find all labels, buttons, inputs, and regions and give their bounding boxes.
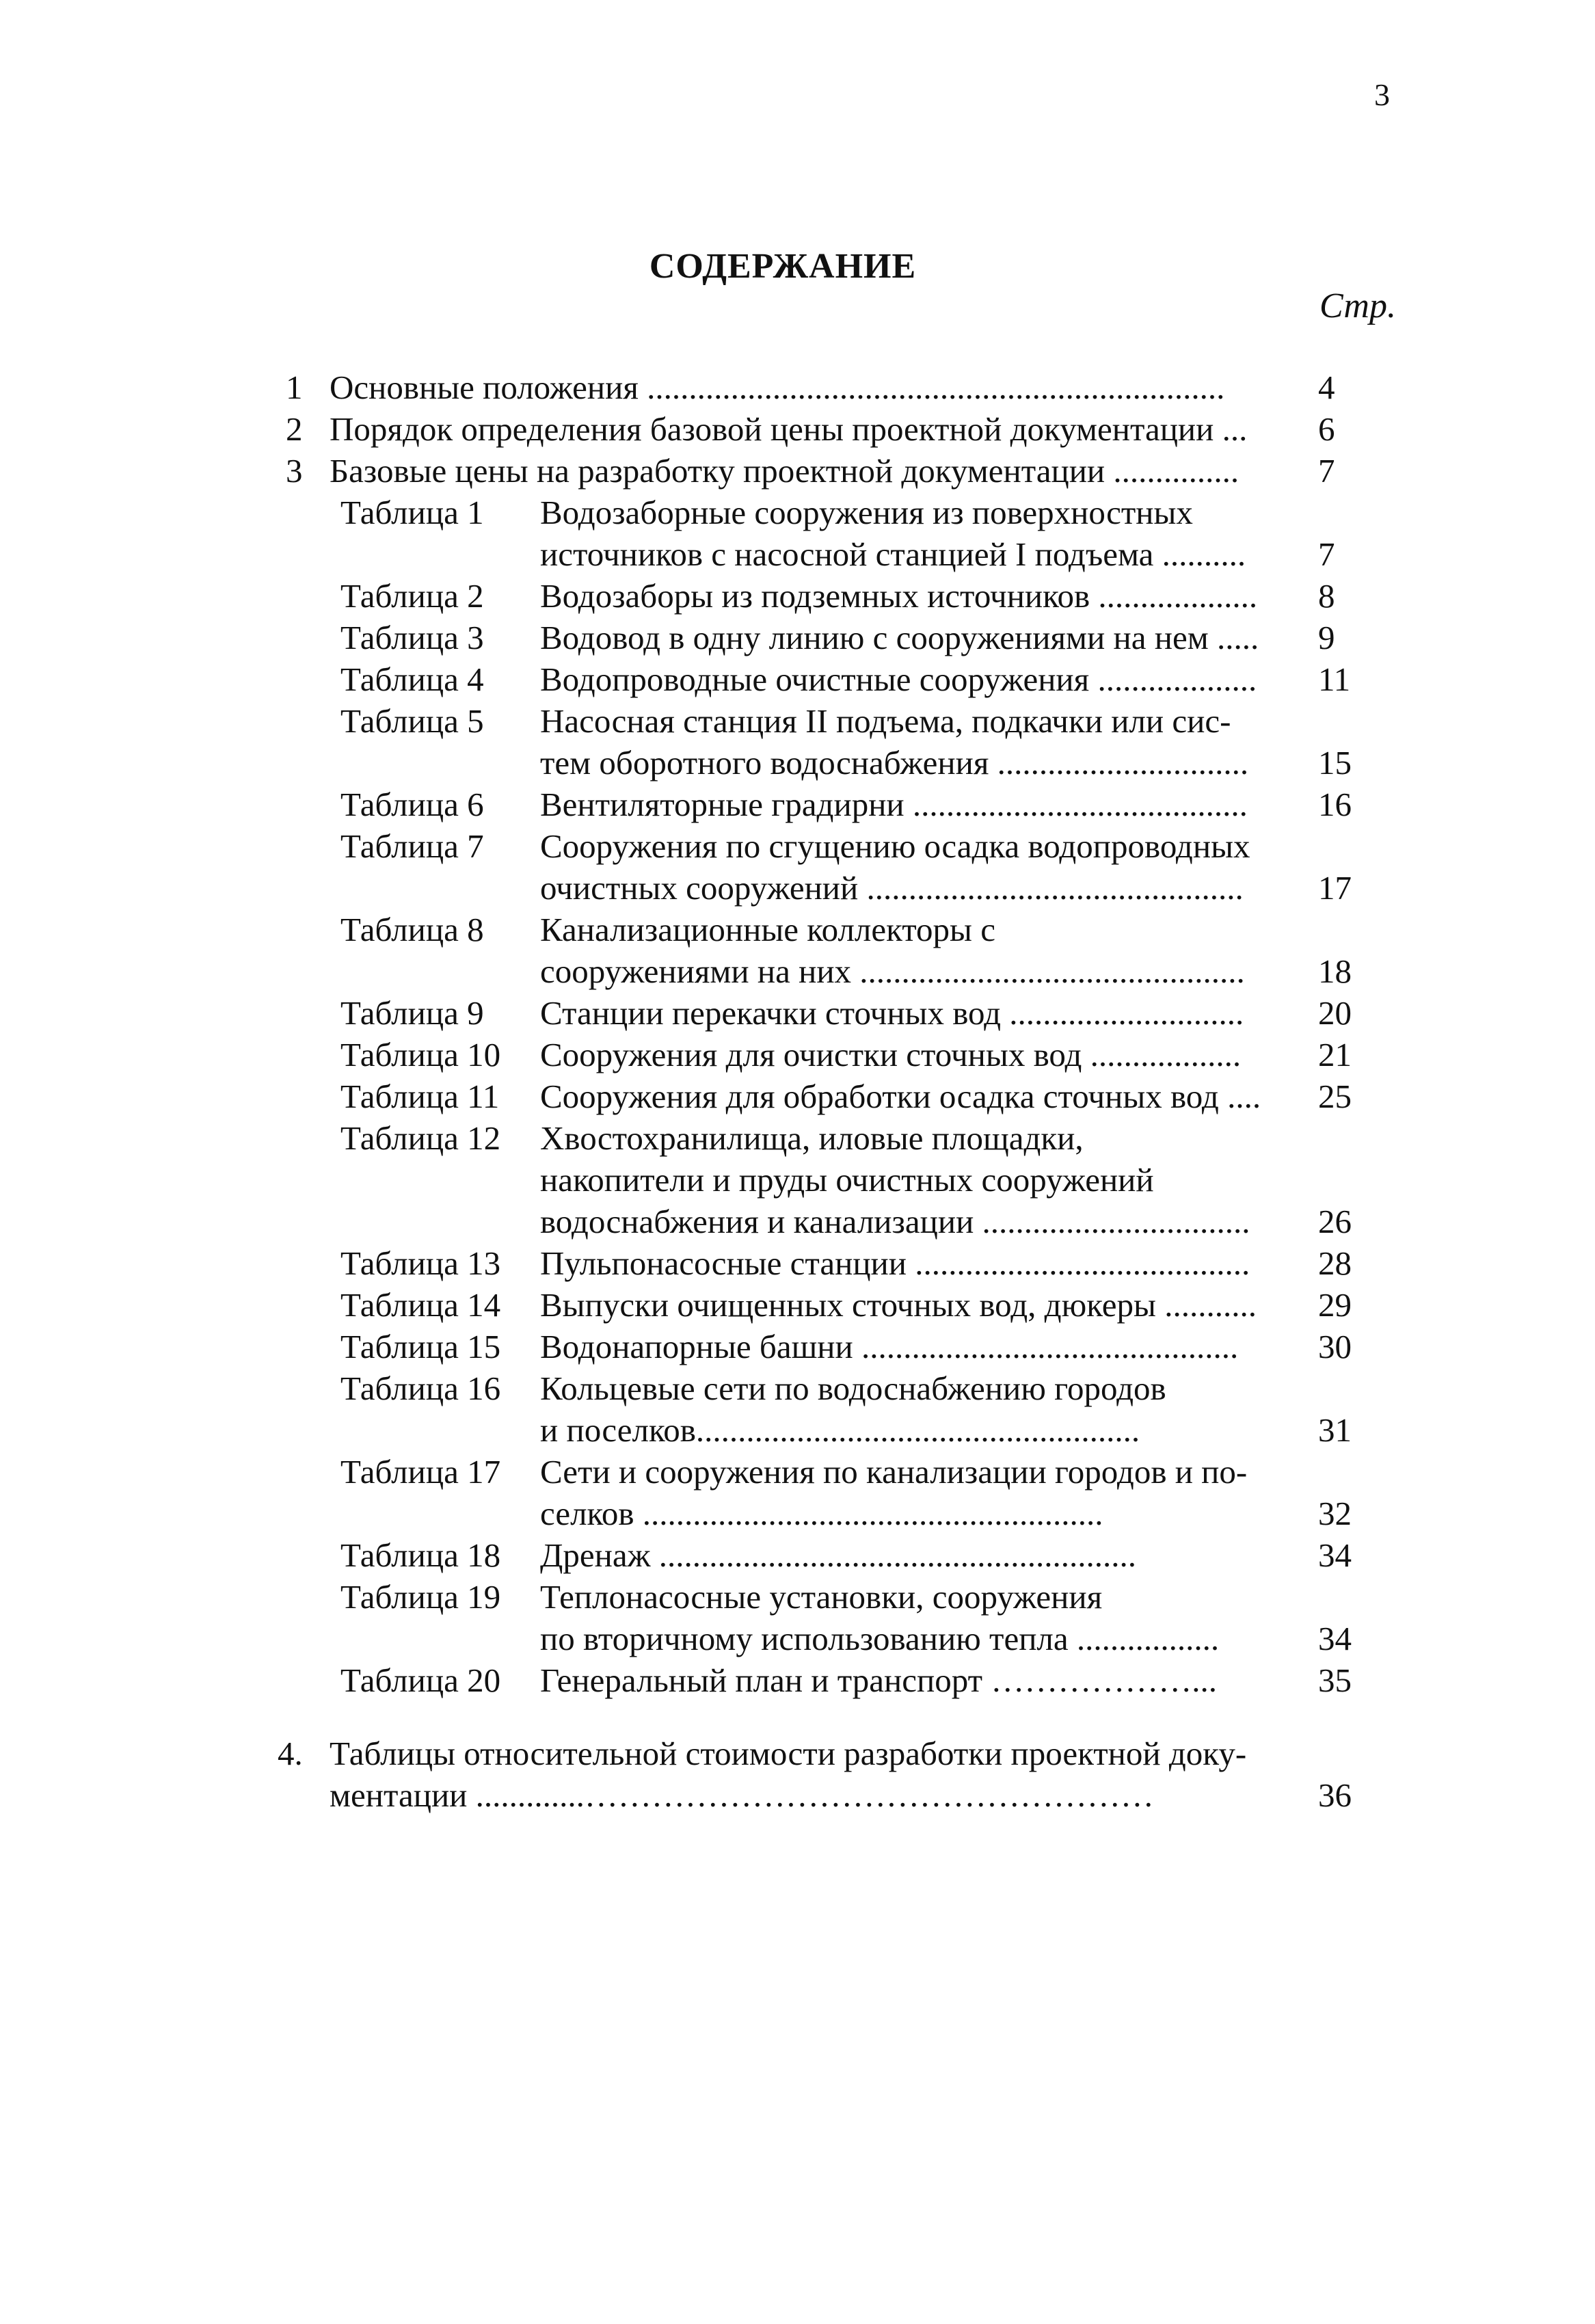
toc-entry-page: 16 bbox=[1318, 786, 1352, 823]
toc-entry-number: Таблица 16 bbox=[340, 1370, 501, 1407]
toc-line bbox=[0, 1284, 1595, 1326]
toc-entry-title: накопители и пруды очистных сооружений bbox=[540, 1161, 1154, 1199]
toc-entry-title: водоснабжения и канализации ................................ bbox=[540, 1203, 1250, 1240]
toc-entry-number: Таблица 3 bbox=[340, 619, 484, 656]
toc-line bbox=[0, 742, 1595, 784]
toc-entry-page: 6 bbox=[1318, 410, 1335, 448]
toc-line bbox=[0, 825, 1595, 867]
toc-entry-title: Выпуски очищенных сточных вод, дюкеры ........... bbox=[540, 1286, 1257, 1324]
toc-entry-number: 1 bbox=[286, 369, 303, 406]
toc-entry-page: 31 bbox=[1318, 1411, 1352, 1449]
toc-entry-title: источников с насосной станцией I подъема .......... bbox=[540, 535, 1246, 573]
toc-entry-title: Канализационные коллекторы с bbox=[540, 911, 995, 948]
toc-entry-number: Таблица 8 bbox=[340, 911, 484, 948]
toc-entry-title: Сети и сооружения по канализации городов и по- bbox=[540, 1453, 1248, 1491]
toc-line bbox=[0, 909, 1595, 950]
toc-entry-title: Дренаж ......................................................... bbox=[540, 1536, 1136, 1574]
toc-entry-title: Порядок определения базовой цены проектной документации ... bbox=[330, 410, 1248, 448]
toc-line bbox=[0, 784, 1595, 825]
toc-entry-title: Сооружения по сгущению осадка водопроводных bbox=[540, 827, 1250, 865]
toc-entry-title: Водовод в одну линию с сооружениями на нем ..... bbox=[540, 619, 1259, 656]
toc-entry-page: 35 bbox=[1318, 1661, 1352, 1699]
toc-line bbox=[0, 1659, 1595, 1701]
toc-entry-title: Базовые цены на разработку проектной документации ............... bbox=[330, 452, 1239, 490]
toc-entry-page: 25 bbox=[1318, 1078, 1352, 1115]
toc-line bbox=[0, 1733, 1595, 1774]
toc-line bbox=[0, 658, 1595, 700]
toc-entry-page: 7 bbox=[1318, 452, 1335, 490]
toc-line bbox=[0, 1076, 1595, 1117]
toc-entry-title: Водозаборы из подземных источников ................... bbox=[540, 577, 1258, 615]
toc-line bbox=[0, 1367, 1595, 1409]
page-title: СОДЕРЖАНИЕ bbox=[649, 247, 917, 286]
table-of-contents bbox=[0, 366, 1595, 1816]
toc-line bbox=[0, 1201, 1595, 1242]
toc-entry-title: Сооружения для обработки осадка сточных вод .... bbox=[540, 1078, 1261, 1115]
toc-line bbox=[0, 950, 1595, 992]
toc-line bbox=[0, 1618, 1595, 1659]
toc-line bbox=[0, 617, 1595, 658]
toc-entry-page: 21 bbox=[1318, 1036, 1352, 1073]
toc-entry-number: Таблица 12 bbox=[340, 1119, 501, 1157]
toc-entry-title: Водозаборные сооружения из поверхностных bbox=[540, 494, 1193, 531]
toc-entry-number: Таблица 2 bbox=[340, 577, 484, 615]
toc-entry-number: Таблица 15 bbox=[340, 1328, 501, 1365]
toc-entry-title: Станции перекачки сточных вод ............................ bbox=[540, 994, 1244, 1032]
toc-entry-title: и поселков..................................................... bbox=[540, 1411, 1140, 1449]
toc-line bbox=[0, 1493, 1595, 1534]
toc-entry-title: сооружениями на них .............................................. bbox=[540, 952, 1245, 990]
toc-entry-title: Генеральный план и транспорт ………………... bbox=[540, 1661, 1218, 1699]
toc-entry-page: 36 bbox=[1318, 1776, 1352, 1814]
toc-entry-number: 3 bbox=[286, 452, 303, 490]
toc-line bbox=[0, 1159, 1595, 1201]
toc-entry-number: Таблица 4 bbox=[340, 660, 484, 698]
toc-line bbox=[0, 992, 1595, 1034]
toc-entry-title: Сооружения для очистки сточных вод .................. bbox=[540, 1036, 1242, 1073]
toc-entry-title: селков ....................................................... bbox=[540, 1495, 1103, 1532]
toc-entry-number: Таблица 6 bbox=[340, 786, 484, 823]
toc-line bbox=[0, 408, 1595, 450]
toc-entry-page: 29 bbox=[1318, 1286, 1352, 1324]
toc-entry-page: 20 bbox=[1318, 994, 1352, 1032]
toc-entry-number: Таблица 9 bbox=[340, 994, 484, 1032]
toc-line bbox=[0, 1242, 1595, 1284]
toc-entry-page: 34 bbox=[1318, 1536, 1352, 1574]
toc-entry-title: Хвостохранилища, иловые площадки, bbox=[540, 1119, 1084, 1157]
toc-entry-title: тем оборотного водоснабжения .............................. bbox=[540, 744, 1249, 782]
toc-entry-title: Водопроводные очистные сооружения ................... bbox=[540, 660, 1257, 698]
toc-line bbox=[0, 366, 1595, 408]
toc-line bbox=[0, 533, 1595, 575]
toc-entry-title: ментации .............…………………………………………… bbox=[330, 1776, 1154, 1814]
toc-line bbox=[0, 700, 1595, 742]
toc-entry-number: Таблица 20 bbox=[340, 1661, 501, 1699]
toc-entry-number: 2 bbox=[286, 410, 303, 448]
toc-entry-page: 32 bbox=[1318, 1495, 1352, 1532]
toc-entry-title: Насосная станция II подъема, подкачки или сис- bbox=[540, 702, 1231, 740]
toc-line bbox=[0, 492, 1595, 533]
toc-entry-title: Таблицы относительной стоимости разработки проектной доку- bbox=[330, 1735, 1247, 1772]
toc-entry-title: Водонапорные башни ............................................. bbox=[540, 1328, 1239, 1365]
toc-entry-number: Таблица 14 bbox=[340, 1286, 501, 1324]
toc-entry-number: Таблица 18 bbox=[340, 1536, 501, 1574]
toc-entry-number: Таблица 5 bbox=[340, 702, 484, 740]
toc-entry-page: 8 bbox=[1318, 577, 1335, 615]
toc-entry-page: 17 bbox=[1318, 869, 1352, 907]
toc-line bbox=[0, 450, 1595, 492]
toc-entry-page: 15 bbox=[1318, 744, 1352, 782]
toc-line bbox=[0, 1117, 1595, 1159]
page-number: 3 bbox=[1374, 77, 1390, 112]
toc-entry-page: 26 bbox=[1318, 1203, 1352, 1240]
toc-entry-page: 4 bbox=[1318, 369, 1335, 406]
toc-line bbox=[0, 1774, 1595, 1816]
toc-entry-number: Таблица 7 bbox=[340, 827, 484, 865]
toc-entry-page: 9 bbox=[1318, 619, 1335, 656]
toc-entry-page: 7 bbox=[1318, 535, 1335, 573]
toc-entry-number: Таблица 17 bbox=[340, 1453, 501, 1491]
toc-entry-title: Теплонасосные установки, сооружения bbox=[540, 1578, 1103, 1616]
toc-entry-number: Таблица 11 bbox=[340, 1078, 500, 1115]
toc-entry-page: 30 bbox=[1318, 1328, 1352, 1365]
toc-entry-page: 34 bbox=[1318, 1620, 1352, 1657]
toc-entry-number: Таблица 13 bbox=[340, 1244, 501, 1282]
toc-entry-title: Кольцевые сети по водоснабжению городов bbox=[540, 1370, 1166, 1407]
toc-entry-page: 11 bbox=[1318, 660, 1351, 698]
toc-entry-number: Таблица 1 bbox=[340, 494, 484, 531]
toc-entry-title: Пульпонасосные станции ........................................ bbox=[540, 1244, 1250, 1282]
toc-line bbox=[0, 1326, 1595, 1367]
page-column-label: Стр. bbox=[1319, 286, 1396, 325]
toc-line bbox=[0, 575, 1595, 617]
toc-line bbox=[0, 1034, 1595, 1076]
toc-line bbox=[0, 1576, 1595, 1618]
toc-line bbox=[0, 1534, 1595, 1576]
toc-entry-title: по вторичному использованию тепла ................. bbox=[540, 1620, 1220, 1657]
toc-line bbox=[0, 867, 1595, 909]
toc-entry-number: Таблица 10 bbox=[340, 1036, 501, 1073]
toc-entry-title: Вентиляторные градирни ........................................ bbox=[540, 786, 1248, 823]
toc-entry-page: 28 bbox=[1318, 1244, 1352, 1282]
toc-entry-title: очистных сооружений ............................................. bbox=[540, 869, 1244, 907]
toc-line bbox=[0, 1451, 1595, 1493]
toc-line bbox=[0, 1409, 1595, 1451]
toc-entry-number: 4. bbox=[278, 1735, 303, 1772]
toc-entry-number: Таблица 19 bbox=[340, 1578, 501, 1616]
toc-entry-page: 18 bbox=[1318, 952, 1352, 990]
toc-entry-title: Основные положения ..................................................................... bbox=[330, 369, 1225, 406]
toc-spacer bbox=[0, 1701, 1595, 1733]
